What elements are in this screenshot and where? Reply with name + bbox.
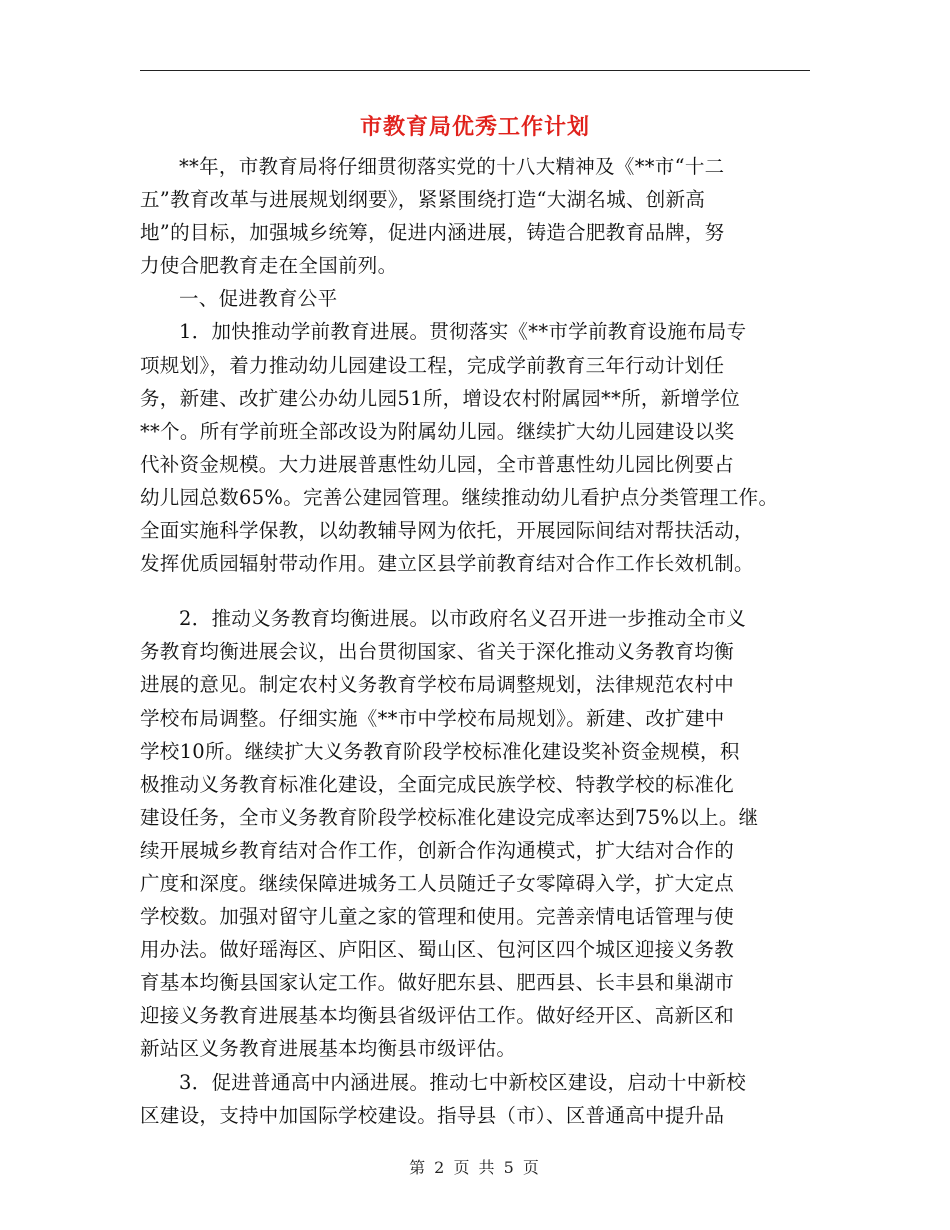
text-line: 续开展城乡教育结对合作工作，创新合作沟通模式，扩大结对合作的	[140, 838, 735, 862]
document-body	[140, 150, 812, 1132]
text-line: 区建设，支持中加国际学校建设。指导县（市）、区普通高中提升品	[140, 1103, 725, 1127]
text-line: 务，新建、改扩建公办幼儿园51所，增设农村附属园**所，新增学位	[140, 386, 740, 410]
text-line: 五”教育改革与进展规划纲要》，紧紧围绕打造“大湖名城、创新高	[140, 188, 706, 212]
text-line: 发挥优质园辐射带动作用。建立区县学前教育结对合作工作长效机制。	[140, 552, 754, 576]
paragraph-gap	[140, 580, 812, 602]
text-line: 幼儿园总数65%。完善公建园管理。继续推动幼儿看护点分类管理工作。	[140, 485, 779, 509]
text-line: 学校数。加强对留守儿童之家的管理和使用。完善亲情电话管理与使	[140, 905, 735, 929]
page-number-footer: 第 2 页 共 5 页	[409, 1158, 541, 1177]
text-line: 用办法。做好瑶海区、庐阳区、蜀山区、包河区四个城区迎接义务教	[140, 938, 735, 962]
text-line: 全面实施科学保教，以幼教辅导网为依托，开展园际间结对帮扶活动，	[140, 519, 754, 543]
text-line: 务教育均衡进展会议，出台贯彻国家、省关于深化推动义务教育均衡	[140, 640, 735, 664]
text-line: 1．加快推动学前教育进展。贯彻落实《**市学前教育设施布局专	[179, 320, 747, 344]
text-line: 新站区义务教育进展基本均衡县市级评估。	[140, 1037, 517, 1061]
text-line: 项规划》，着力推动幼儿园建设工程，完成学前教育三年行动计划任	[140, 353, 725, 377]
paragraph-compulsory	[140, 602, 812, 1065]
text-line: 建设任务，全市义务教育阶段学校标准化建设完成率达到75%以上。继	[140, 805, 759, 829]
text-line: 学校10所。继续扩大义务教育阶段学校标准化建设奖补资金规模，积	[140, 739, 740, 763]
text-line: **个。所有学前班全部改设为附属幼儿园。继续扩大幼儿园建设以奖	[140, 419, 735, 443]
text-line: 3．促进普通高中内涵进展。推动七中新校区建设，启动十中新校	[179, 1070, 747, 1094]
text-line: 地”的目标，加强城乡统筹，促进内涵进展，铸造合肥教育品牌，努	[140, 221, 725, 245]
paragraph-intro	[140, 150, 812, 282]
header-rule	[140, 70, 810, 71]
section-heading	[140, 282, 812, 315]
document-title: 市教育局优秀工作计划	[359, 114, 590, 140]
text-line: 广度和深度。继续保障进城务工人员随迁子女零障碍入学，扩大定点	[140, 871, 735, 895]
text-line: 迎接义务教育进展基本均衡县省级评估工作。做好经开区、高新区和	[140, 1004, 735, 1028]
text-line: 进展的意见。制定农村义务教育学校布局调整规划，法律规范农村中	[140, 673, 735, 697]
text-line: 极推动义务教育标准化建设，全面完成民族学校、特教学校的标准化	[140, 772, 735, 796]
text-line: **年，市教育局将仔细贯彻落实党的十八大精神及《**市“十二	[179, 155, 725, 178]
text-line: 力使合肥教育走在全国前列。	[140, 254, 398, 278]
text-line: 2．推动义务教育均衡进展。以市政府名义召开进一步推动全市义	[179, 607, 747, 631]
text-line: 代补资金规模。大力进展普惠性幼儿园，全市普惠性幼儿园比例要占	[140, 452, 735, 476]
text-line: 学校布局调整。仔细实施《**市中学校布局规划》。新建、改扩建中	[140, 706, 725, 730]
section-heading-text: 一、促进教育公平	[179, 287, 338, 311]
text-line: 育基本均衡县国家认定工作。做好肥东县、肥西县、长丰县和巢湖市	[140, 971, 735, 995]
paragraph-highschool	[140, 1066, 812, 1132]
paragraph-preschool	[140, 315, 812, 580]
